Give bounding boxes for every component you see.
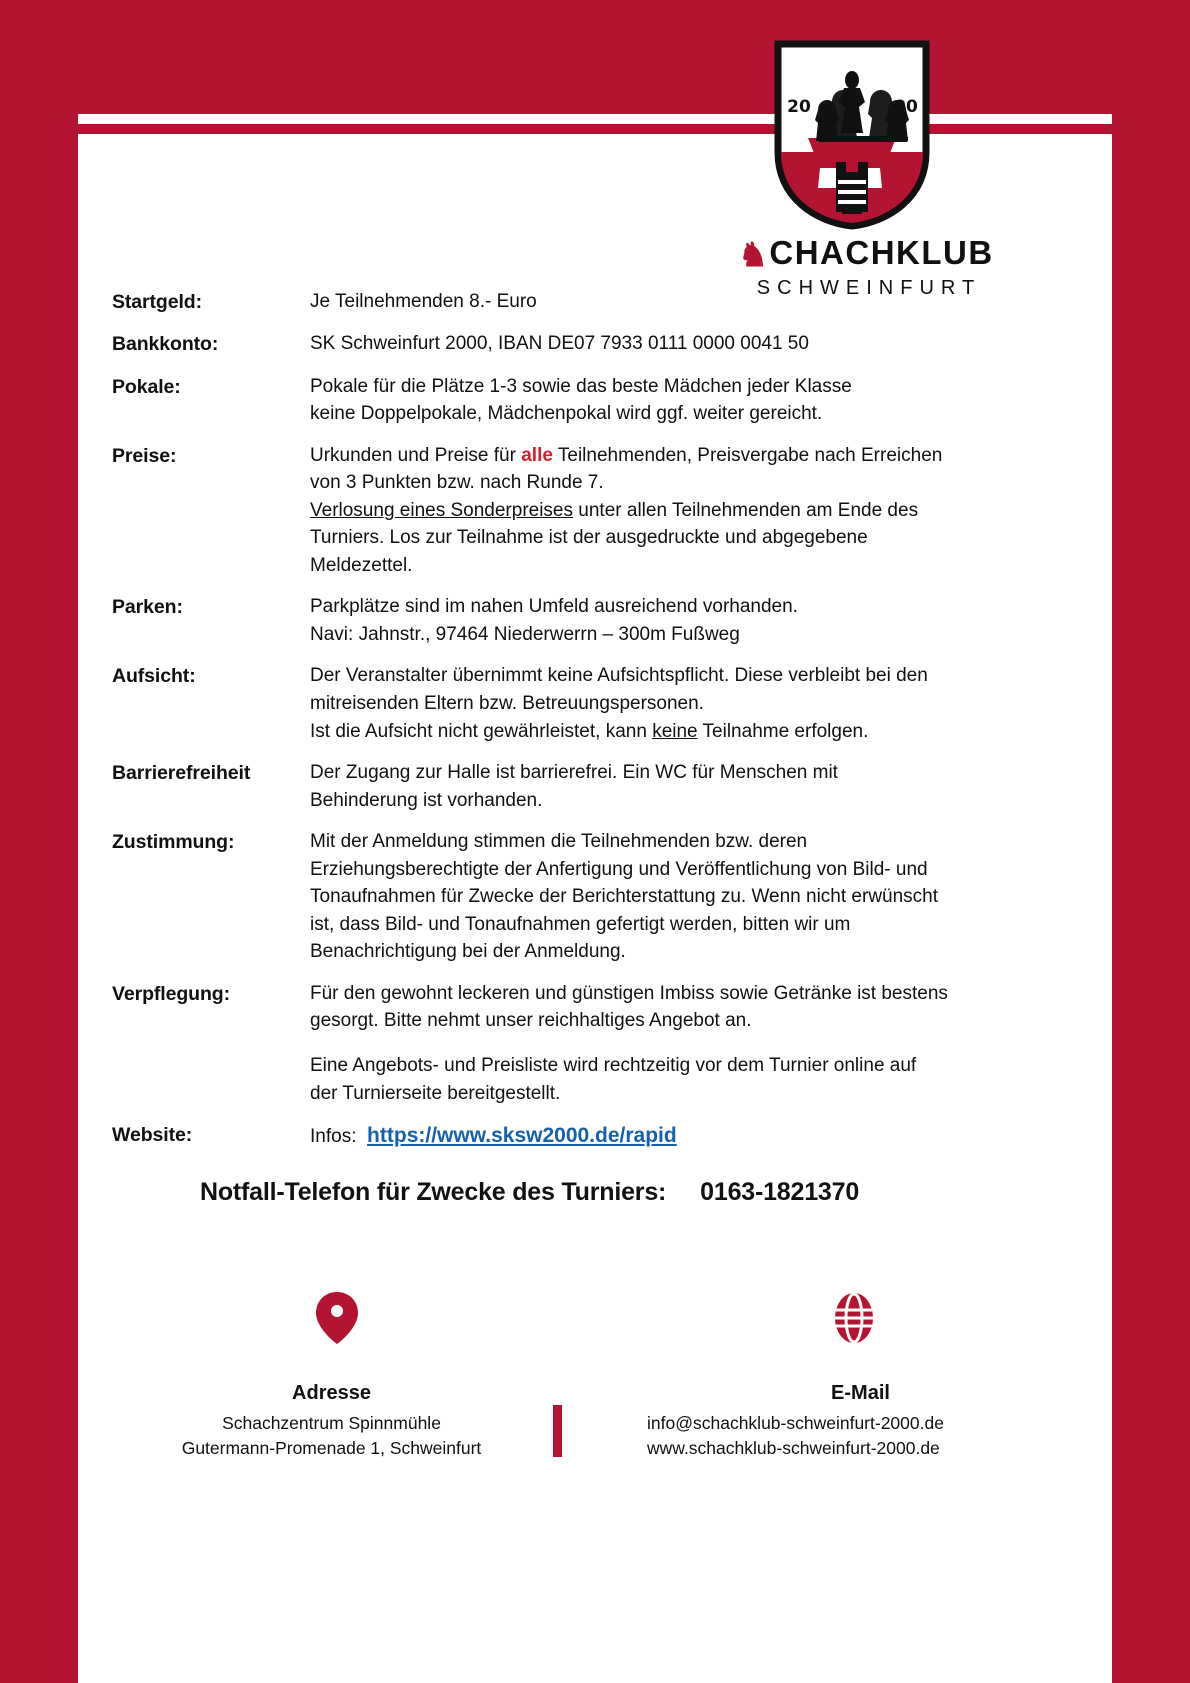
aufsicht-underline-keine: keine (652, 720, 698, 742)
row-barrierefreiheit (112, 759, 1012, 814)
verpflegung-p2-line-1: Eine Angebots- und Preisliste wird rechtzeitig vor dem Turnier online auf (310, 1055, 917, 1077)
row-website (112, 1121, 1012, 1151)
preise-underline-verlosung: Verlosung eines Sonderpreises (310, 499, 574, 521)
preise-highlight-alle: alle (521, 444, 553, 466)
website-line (310, 1121, 1012, 1151)
footer-email-lines (595, 1411, 1112, 1461)
row-startgeld (112, 288, 1012, 316)
preise-line-1 (310, 442, 1012, 470)
emergency-number: 0163-1821370 (700, 1178, 860, 1206)
body-website (310, 1121, 1012, 1151)
website-link[interactable]: https://www.sksw2000.de/rapid (367, 1124, 677, 1148)
aufsicht-line-3-b: Teilnahme erfolgen. (697, 720, 869, 742)
map-pin-icon (78, 1290, 595, 1346)
club-crest-icon (772, 40, 932, 230)
logo-main-label: CHACHKLUB (769, 234, 994, 271)
label-verpflegung: Verpflegung: (112, 982, 230, 1005)
preise-line-5: Meldezettel. (310, 554, 413, 576)
body-preise (310, 442, 1012, 580)
logo-main-text (716, 236, 1016, 271)
svg-text:20: 20 (787, 97, 811, 117)
footer-contacts (78, 1290, 1112, 1510)
footer-bottom-white (78, 1540, 1112, 1683)
body-zustimmung (310, 828, 1012, 966)
verpflegung-p1-line-1: Für den gewohnt leckeren und günstigen Imbiss sowie Getränke ist bestens (310, 982, 948, 1004)
aufsicht-line-3-a: Ist die Aufsicht nicht gewährleistet, kann (310, 720, 653, 742)
body-barrierefreiheit (310, 759, 1012, 814)
row-verpflegung (112, 980, 1012, 1107)
globe-icon (595, 1290, 1112, 1346)
body-startgeld (310, 288, 1012, 316)
barrierefreiheit-line-1: Der Zugang zur Halle ist barrierefrei. Ein WC für Menschen mit (310, 762, 838, 784)
row-zustimmung (112, 828, 1012, 966)
label-preise: Preise: (112, 444, 177, 467)
footer-email-line-2: www.schachklub-schweinfurt-2000.de (647, 1437, 940, 1458)
row-bankkonto (112, 330, 1012, 358)
zustimmung-line-1: Mit der Anmeldung stimmen die Teilnehmenden bzw. deren (310, 831, 808, 853)
row-preise (112, 442, 1012, 580)
preise-line-1-b: Teilnehmenden, Preisvergabe nach Erreichen (552, 444, 943, 466)
aufsicht-line-3 (310, 718, 1012, 746)
body-pokale (310, 373, 1012, 428)
row-aufsicht (112, 662, 1012, 745)
parken-line-1: Parkplätze sind im nahen Umfeld ausreichend vorhanden. (310, 596, 798, 618)
footer-address-title: Adresse (292, 1382, 371, 1404)
club-logo (716, 40, 1016, 299)
label-pokale: Pokale: (112, 375, 181, 398)
row-parken (112, 593, 1012, 648)
footer-divider (553, 1405, 562, 1457)
logo-sub-label: SCHWEINFURT (756, 277, 982, 299)
footer-email-line-1: info@schachklub-schweinfurt-2000.de (647, 1413, 944, 1433)
website-prefix: Infos: (310, 1126, 357, 1148)
emergency-label: Notfall-Telefon für Zwecke des Turniers: (200, 1178, 667, 1206)
aufsicht-line-1: Der Veranstalter übernimmt keine Aufsichtspflicht. Diese verbleibt bei den (310, 665, 928, 687)
label-aufsicht: Aufsicht: (112, 665, 196, 688)
preise-line-3-rest: unter allen Teilnehmenden am Ende des (573, 499, 919, 521)
info-table (112, 288, 1012, 1166)
footer-email-column (595, 1290, 1112, 1510)
preise-line-1-a: Urkunden und Preise für (310, 444, 522, 466)
footer-address-line-2: Gutermann-Promenade 1, Schweinfurt (181, 1437, 482, 1458)
label-bankkonto: Bankkonto: (112, 333, 219, 356)
preise-line-2: von 3 Punkten bzw. nach Runde 7. (310, 472, 604, 494)
startgeld-line-1: Je Teilnehmenden 8.- Euro (310, 291, 537, 312)
body-bankkonto (310, 330, 1012, 358)
emergency-phone (200, 1178, 859, 1207)
footer-address-lines (78, 1411, 595, 1461)
zustimmung-line-4: ist, dass Bild- und Tonaufnahmen gefertigt werden, bitten wir um (310, 913, 851, 935)
preise-line-4: Turniers. Los zur Teilnahme ist der ausgedruckte und abgegebene (310, 527, 868, 549)
label-website: Website: (112, 1124, 193, 1147)
row-pokale (112, 373, 1012, 428)
bankkonto-line-1: SK Schweinfurt 2000, IBAN DE07 7933 0111 0000 0041 50 (310, 333, 809, 355)
body-verpflegung (310, 980, 1012, 1107)
aufsicht-line-2: mitreisenden Eltern bzw. Betreuungspersonen. (310, 693, 704, 714)
verpflegung-p1-line-2: gesorgt. Bitte nehmt unser reichhaltiges Angebot an. (310, 1010, 752, 1032)
svg-text:00: 00 (894, 97, 918, 117)
label-startgeld: Startgeld: (112, 291, 203, 313)
footer-address-column (78, 1290, 595, 1510)
zustimmung-line-5: Benachrichtigung bei der Anmeldung. (310, 941, 626, 963)
verpflegung-p2-line-2: der Turnierseite bereitgestellt. (310, 1082, 561, 1104)
label-barrierefreiheit: Barrierefreiheit (112, 762, 251, 785)
body-aufsicht (310, 662, 1012, 745)
zustimmung-line-2: Erziehungsberechtigte der Anfertigung und Veröffentlichung von Bild- und (310, 858, 928, 880)
preise-line-3 (310, 497, 1012, 525)
zustimmung-line-3: Tonaufnahmen für Zwecke der Berichterstattung zu. Wenn nicht erwünscht (310, 886, 939, 908)
footer-email-title: E-Mail (831, 1382, 890, 1404)
footer-address-line-1: Schachzentrum Spinnmühle (222, 1413, 441, 1433)
pokale-line-2: keine Doppelpokale, Mädchenpokal wird ggf. weiter gereicht. (310, 403, 823, 425)
knight-icon: ♞ (738, 236, 770, 273)
label-zustimmung: Zustimmung: (112, 831, 235, 854)
barrierefreiheit-line-2: Behinderung ist vorhanden. (310, 789, 543, 811)
body-parken (310, 593, 1012, 648)
label-parken: Parken: (112, 596, 183, 619)
pokale-line-1: Pokale für die Plätze 1-3 sowie das beste Mädchen jeder Klasse (310, 375, 852, 397)
parken-line-2: Navi: Jahnstr., 97464 Niederwerrn – 300m Fußweg (310, 623, 740, 645)
